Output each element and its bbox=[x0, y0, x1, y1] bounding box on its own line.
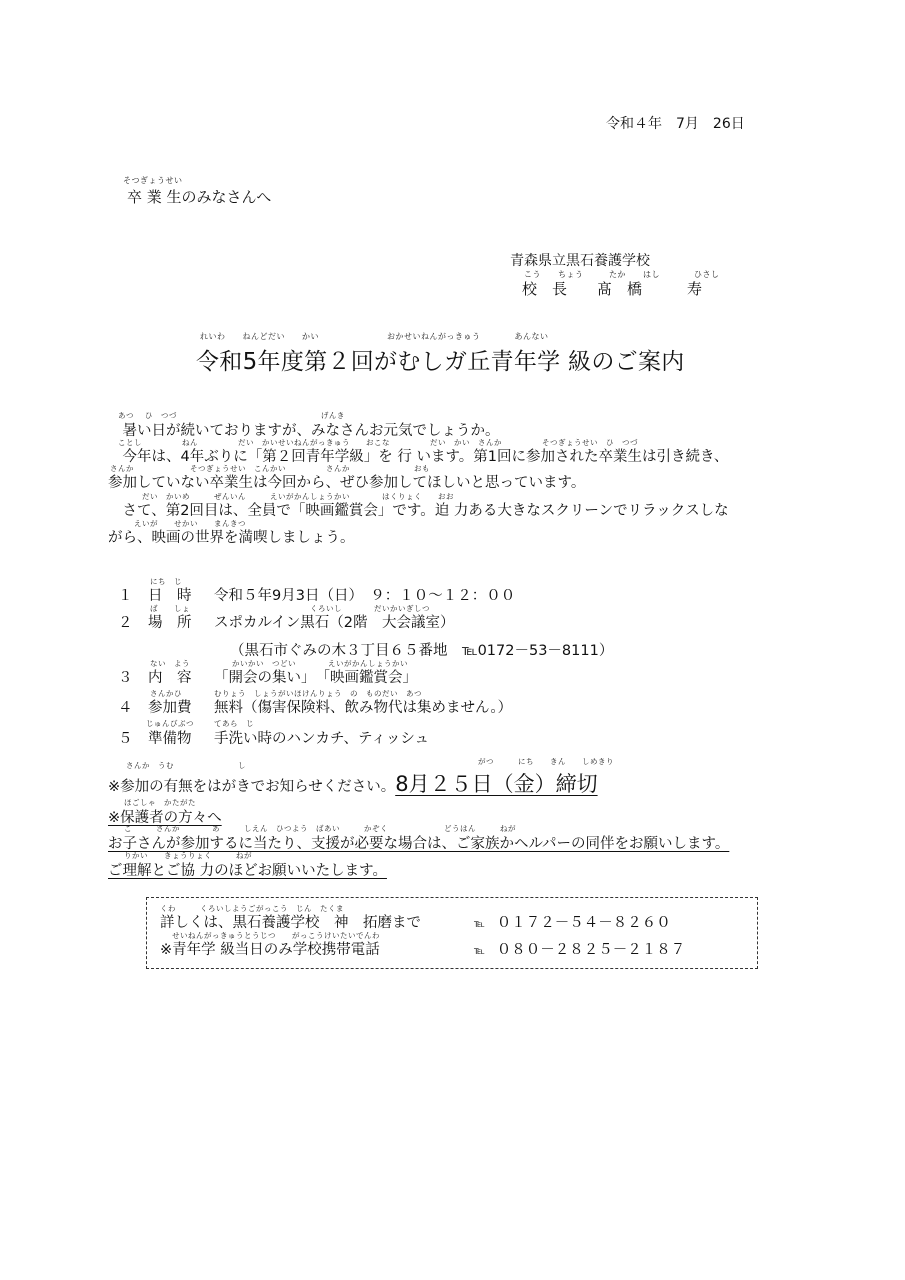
body-line-5: がら、映画の世界を満喫しましょう。 bbox=[108, 530, 355, 546]
detail-1-furigana: にち じ bbox=[150, 577, 182, 586]
deadline-line bbox=[108, 768, 598, 798]
school-name: 青森県立黒石養護学校 bbox=[510, 253, 650, 269]
body-line-1: 暑い日が続いておりますが、みなさんお元気でしょうか。 bbox=[108, 423, 500, 439]
detail-number: ４ bbox=[118, 700, 133, 716]
detail-label: 場 所 bbox=[148, 615, 192, 631]
phone-icon: ℡ bbox=[474, 919, 485, 930]
title-furigana: れいわ ねんどだい かい おかせいねんがっきゅう あんない bbox=[200, 332, 549, 341]
contact-row-2 bbox=[160, 938, 380, 959]
detail-row-address: （黒石市ぐみの木３丁目６５番地 ℡0172－53－8111） bbox=[230, 643, 614, 659]
contact-row2-furigana: せいねんがっきゅうとうじつ がっこうけいたいでんわ bbox=[172, 931, 380, 940]
contact-tel-1 bbox=[474, 911, 671, 932]
detail-label: 内 容 bbox=[148, 670, 192, 686]
body-line-2: 今年は、4年ぶりに「第２回青年学級」を 行 います。第1回に参加された卒業生は引き続き、 bbox=[108, 449, 729, 465]
body-furigana-5: えいが せかい まんきつ bbox=[110, 519, 246, 528]
detail-value: 手洗い時のハンカチ、ティッシュ bbox=[214, 731, 430, 747]
body-furigana-2: ことし ねん だい かいせいねんがっきゅう おこな だい かい さんか そつぎょうせい ひ つづ bbox=[118, 438, 638, 447]
detail-value: 令和５年9月3日（日） ９：１０～１２：００ bbox=[214, 588, 516, 604]
detail-row-content bbox=[118, 666, 417, 687]
detail-number: ２ bbox=[118, 615, 133, 631]
contact-phone-2: ０８０－２８２５－２１８７ bbox=[496, 942, 686, 958]
detail-label: 準備物 bbox=[148, 731, 192, 747]
detail-row-place bbox=[118, 611, 455, 632]
detail-row-date bbox=[118, 584, 515, 605]
principal-furigana: こう ちょう たか はし ひさし bbox=[524, 270, 720, 279]
deadline-date-furigana: がつ にち きん しめきり bbox=[478, 757, 614, 766]
detail-row-items bbox=[118, 727, 429, 748]
detail-6-value-furigana: てあら じ bbox=[214, 719, 254, 728]
body-furigana-4: だい かいめ ぜんいん えいがかんしょうかい はくりょく おお bbox=[110, 492, 454, 501]
detail-5-furigana: さんかひ bbox=[150, 689, 182, 698]
deadline-prefix-furigana: さんか うむ し bbox=[126, 761, 246, 770]
detail-5-value-furigana: むりょう しょうがいほけんりょう の ものだい あつ bbox=[214, 689, 422, 698]
contact-note: ※青年学 級当日のみ学校携帯電話 bbox=[160, 942, 380, 958]
detail-6-furigana: じゅんびぶつ bbox=[146, 719, 194, 728]
contact-tel-2 bbox=[474, 938, 685, 959]
detail-label: 日 時 bbox=[148, 588, 192, 604]
guardian-line2-furigana: りかい きょうりょく ねが bbox=[124, 851, 252, 860]
detail-4-value-furigana: かいかい つどい えいがかんしょうかい bbox=[232, 659, 408, 668]
detail-2-value-furigana: くろいし だいかいぎしつ bbox=[310, 604, 430, 613]
guardian-line-2: ご理解とご協 力のほどお願いいたします。 bbox=[108, 863, 387, 879]
letter-date: 令和４年 7月 26日 bbox=[606, 116, 745, 132]
guardian-line-1: お子さんが参加するに当たり、支援が必要な場合は、ご家族かヘルパーの同伴をお願いします。 bbox=[108, 836, 730, 852]
detail-row-fee bbox=[118, 696, 512, 717]
body-furigana-3: さんか そつぎょうせい こんかい さんか おも bbox=[110, 464, 430, 473]
detail-value: 無料（傷害保険料、飲み物代は集めません。） bbox=[214, 700, 513, 716]
deadline-prefix: ※参加の有無をはがきでお知らせください。 bbox=[108, 779, 396, 795]
detail-value: スポカルイン黒石（2階 大会議室） bbox=[214, 615, 455, 631]
detail-number: １ bbox=[118, 588, 133, 604]
detail-4-furigana: ない よう bbox=[150, 659, 190, 668]
contact-row-1 bbox=[160, 911, 421, 932]
principal-name: 校 長 髙 橋 寿 bbox=[522, 280, 703, 298]
detail-2-furigana: ば しょ bbox=[150, 604, 190, 613]
contact-row1-furigana: くわ くろいしようごがっこう じん たくま bbox=[160, 904, 344, 913]
contact-name: 詳しくは、黒石養護学校 神 拓磨まで bbox=[160, 915, 421, 931]
detail-number: ５ bbox=[118, 731, 133, 747]
contact-phone-1: ０１７２－５４－８２６０ bbox=[496, 915, 671, 931]
page-title: 令和5年度第２回がむしガ丘青年学 級のご案内 bbox=[196, 349, 685, 375]
phone-icon: ℡ bbox=[474, 946, 485, 957]
guardian-heading: ※保護者の方々へ bbox=[108, 810, 222, 826]
deadline-date: 8月２５日（金）締切 bbox=[395, 772, 598, 796]
detail-number: ３ bbox=[118, 670, 133, 686]
body-furigana-1: あつ ひ つづ げんき bbox=[118, 411, 345, 420]
body-line-3: 参加していない卒業生は今回から、ぜひ参加してほしいと思っています。 bbox=[108, 475, 586, 491]
detail-value: 「開会の集い」 「映画鑑賞会」 bbox=[214, 670, 417, 686]
guardian-line1-furigana: こ さんか あ しえん ひつよう ばあい かぞく どうはん ねが bbox=[124, 824, 516, 833]
recipient: 卒 業 生のみなさんへ bbox=[127, 188, 272, 206]
body-line-4: さて、第2回目は、全員で「映画鑑賞会」です。迫 力ある大きなスクリーンでリラックスしな bbox=[108, 503, 729, 519]
guardian-heading-furigana: ほごしゃ かたがた bbox=[124, 798, 196, 807]
recipient-furigana: そつぎょうせい bbox=[123, 176, 183, 185]
detail-label: 参加費 bbox=[148, 700, 192, 716]
